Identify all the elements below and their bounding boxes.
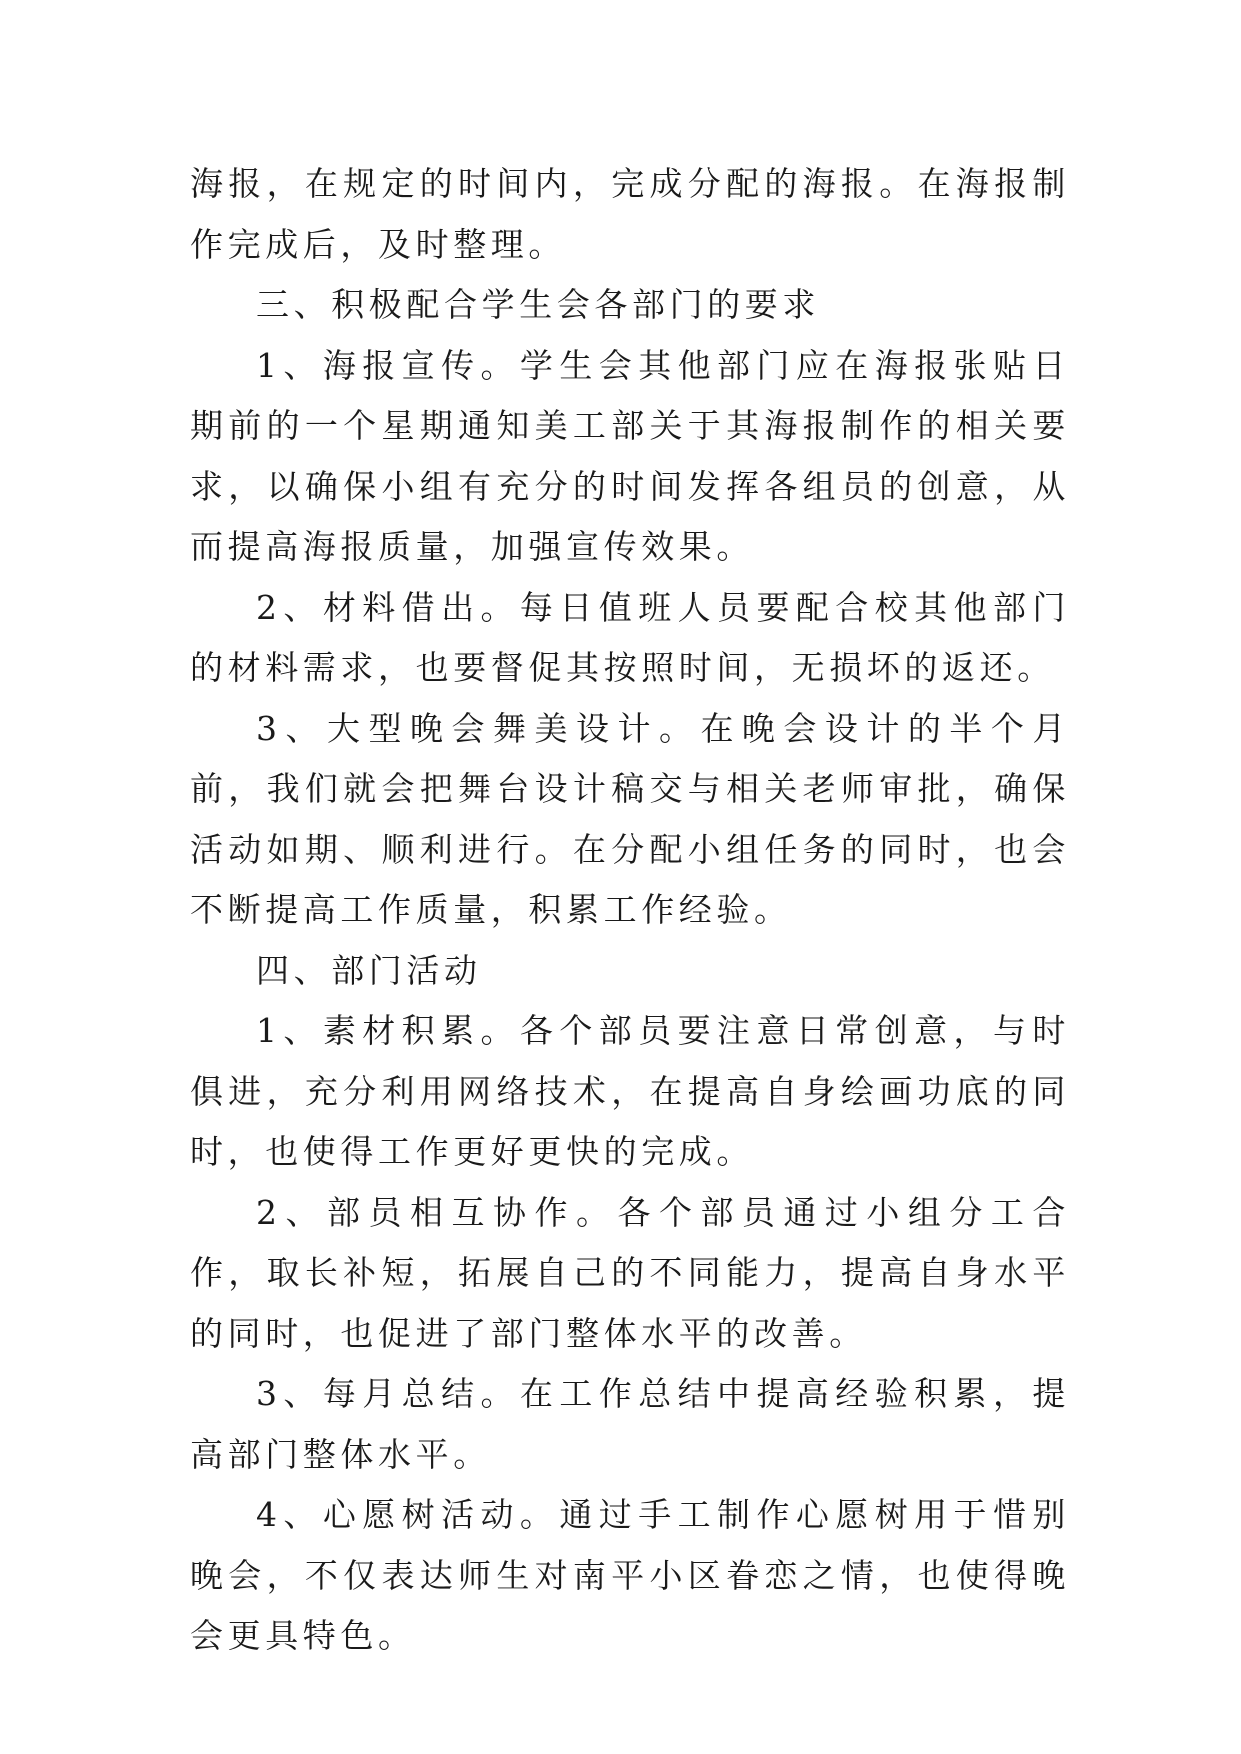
paragraph-stage-design: 3、大型晚会舞美设计。在晚会设计的半个月前，我们就会把舞台设计稿交与相关老师审批，确保活动如期、顺利进行。在分配小组任务的同时，也会不断提高工作质量，积累工作经验。: [190, 708, 1070, 929]
section-heading-4: 四、部门活动: [256, 950, 482, 990]
paragraph-wish-tree-activity: 4、心愿树活动。通过手工制作心愿树用于惜别晚会，不仅表达师生对南平小区眷恋之情，也使得晚会更具特色。: [190, 1495, 1070, 1655]
paragraph-continuation: 海报，在规定的时间内，完成分配的海报。在海报制作完成后，及时整理。: [190, 164, 1070, 264]
document-body: [190, 154, 1070, 1667]
section-heading-3: 三、积极配合学生会各部门的要求: [256, 285, 820, 324]
paragraph-material-accumulation: 1、素材积累。各个部员要注意日常创意，与时俱进，充分利用网络技术，在提高自身绘画功底的同时，也使得工作更好更快的完成。: [190, 1011, 1070, 1171]
paragraph-poster-promotion: 1、海报宣传。学生会其他部门应在海报张贴日期前的一个星期通知美工部关于其海报制作的相关要求，以确保小组有充分的时间发挥各组员的创意，从而提高海报质量，加强宣传效果。: [190, 345, 1070, 566]
paragraph-monthly-summary: 3、每月总结。在工作总结中提高经验积累，提高部门整体水平。: [190, 1374, 1070, 1474]
paragraph-member-collaboration: 2、部员相互协作。各个部员通过小组分工合作，取长补短，拓展自己的不同能力，提高自身水平的同时，也促进了部门整体水平的改善。: [190, 1192, 1070, 1353]
paragraph-material-lending: 2、材料借出。每日值班人员要配合校其他部门的材料需求，也要督促其按照时间，无损坏的返还。: [190, 587, 1070, 687]
